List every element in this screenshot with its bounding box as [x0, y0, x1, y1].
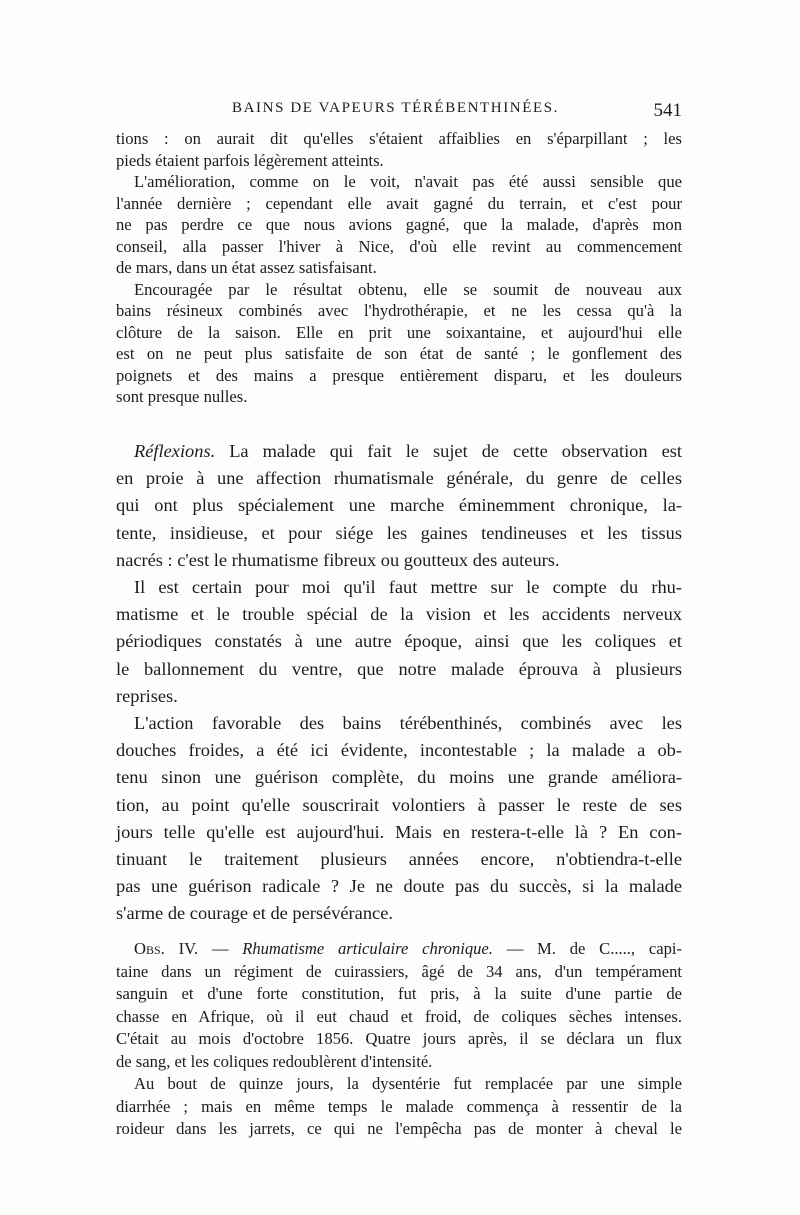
- text-line: C'était au mois d'octobre 1856. Quatre jours après, il se déclara un flux: [116, 1029, 682, 1048]
- text-line: bains résineux combinés avec l'hydrothérapie, et ne les cessa qu'à la: [116, 301, 682, 320]
- text-line: tion, au point qu'elle souscrirait volontiers à passer le reste de ses: [116, 794, 682, 815]
- text-line: périodiques constatés à une autre époque, ainsi que les coliques et: [116, 631, 682, 652]
- text-line: [116, 438, 682, 465]
- observation-label: Obs. IV.: [134, 939, 199, 958]
- text-line: s'arme de courage et de persévérance.: [116, 903, 393, 924]
- text-line: nacrés : c'est le rhumatisme fibreux ou goutteux des auteurs.: [116, 549, 560, 570]
- text-line: de mars, dans un état assez satisfaisant.: [116, 258, 377, 277]
- text-line: Encouragée par le résultat obtenu, elle se soumit de nouveau aux: [134, 279, 682, 299]
- text-line: Au bout de quinze jours, la dysentérie fut remplacée par une simple: [134, 1074, 682, 1093]
- text-line: pieds étaient parfois légèrement atteints.: [116, 150, 384, 170]
- text-line: L'action favorable des bains térébenthinés, combinés avec les: [134, 713, 682, 734]
- text-line: jours telle qu'elle est aujourd'hui. Mais en restera-t-elle là ? En con-: [116, 821, 682, 842]
- text-line: est on ne peut plus satisfaite de son état de santé ; le gonflement des: [116, 344, 682, 363]
- text-line: en proie à une affection rhumatismale générale, du genre de celles: [116, 468, 682, 489]
- text-line: Il est certain pour moi qu'il faut mettre sur le compte du rhu-: [134, 577, 682, 598]
- text-line: conseil, alla passer l'hiver à Nice, d'où elle revint au commencement: [116, 236, 682, 256]
- text-line: l'année dernière ; cependant elle avait gagné du terrain, et c'est pour: [116, 193, 682, 213]
- reflexions-section: [116, 438, 682, 928]
- text-line: douches froides, a été ici évidente, incontestable ; la malade a ob-: [116, 740, 682, 761]
- text-line: tions : on aurait dit qu'elles s'étaient affaiblies en s'éparpillant ; les: [116, 129, 682, 148]
- text-line: chasse en Afrique, où il eut chaud et froid, de coliques sèches intenses.: [116, 1006, 682, 1026]
- text-line: tinuant le traitement plusieurs années encore, n'obtiendra-t-elle: [116, 849, 682, 870]
- text-line: de sang, et les coliques redoublèrent d'intensité.: [116, 1051, 433, 1071]
- text-line: matisme et le trouble spécial de la vision et les accidents nerveux: [116, 604, 682, 625]
- observation-dash: —: [198, 939, 243, 958]
- running-title: BAINS DE VAPEURS TÉRÉBENTHINÉES.: [232, 100, 560, 116]
- page-number: 541: [653, 100, 682, 121]
- text-line: tenu sinon une guérison complète, du moins une grande améliora-: [116, 767, 682, 788]
- page-header: [0, 100, 800, 124]
- text-line: sont presque nulles.: [116, 387, 248, 406]
- text-line: tente, insidieuse, et pour siége les gaines tendineuses et les tissus: [116, 522, 682, 543]
- text-line-rest: — M. de C....., capi-: [492, 939, 682, 958]
- text-line: L'amélioration, comme on le voit, n'avait pas été aussi sensible que: [134, 172, 682, 191]
- text-line: qui ont plus spécialement une marche éminemment chronique, la-: [116, 495, 682, 516]
- reflexions-heading: Réflexions.: [134, 441, 216, 461]
- text-line: ne pas perdre ce que nous avions gagné, que la malade, d'après mon: [116, 215, 682, 234]
- paragraph-block-continuation: [116, 128, 682, 408]
- text-line: le ballonnement du ventre, que notre malade éprouva à plusieurs: [116, 658, 682, 679]
- text-line: reprises.: [116, 685, 178, 706]
- text-line: taine dans un régiment de cuirassiers, âgé de 34 ans, d'un tempérament: [116, 961, 682, 981]
- text-line: diarrhée ; mais en même temps le malade commença à ressentir de la: [116, 1096, 682, 1116]
- observation-title: Rhumatisme articulaire chronique.: [242, 939, 493, 958]
- text-line: [116, 938, 682, 961]
- text-line: pas une guérison radicale ? Je ne doute pas du succès, si la malade: [116, 876, 682, 897]
- text-line: clôture de la saison. Elle en prit une soixantaine, et aujourd'hui elle: [116, 322, 682, 342]
- text-line: roideur dans les jarrets, ce qui ne l'empêcha pas de monter à cheval le: [116, 1119, 682, 1138]
- text-line-rest: La malade qui fait le sujet de cette observation est: [215, 441, 682, 461]
- text-line: sanguin et d'une forte constitution, fut pris, à la suite d'une partie de: [116, 984, 682, 1003]
- text-line: poignets et des mains a presque entièrement disparu, et les douleurs: [116, 365, 682, 385]
- observation-section: [116, 938, 682, 1141]
